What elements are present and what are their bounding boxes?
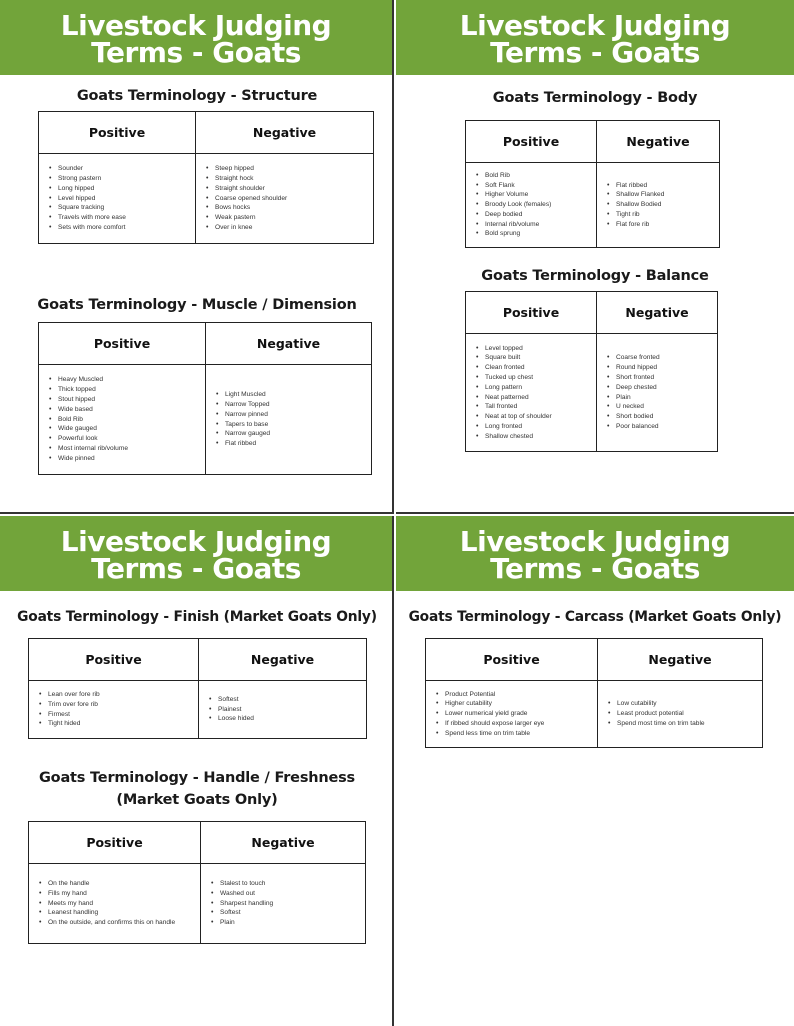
page-structure-muscle	[0, 0, 394, 514]
term-item: • Tight hided	[39, 719, 190, 729]
term-item: • Narrow gauged	[216, 429, 363, 439]
term-item: • Flat ribbed	[216, 439, 363, 449]
term-item: • Light Muscled	[216, 390, 363, 400]
term-item: • Level hipped	[49, 194, 187, 204]
negative-header: Negative	[597, 292, 718, 334]
term-item: • Plain	[211, 918, 357, 928]
section-title-carcass: Goats Terminology - Carcass (Market Goats Only)	[408, 609, 782, 625]
positive-list	[436, 690, 589, 739]
term-item: • Plainest	[209, 705, 358, 715]
section-title-handle	[0, 767, 394, 811]
term-item: • Level topped	[476, 344, 588, 354]
negative-cell	[598, 681, 763, 748]
page-banner	[396, 516, 794, 591]
page-carcass	[396, 516, 794, 1026]
term-item: • Shallow Bodied	[607, 200, 711, 210]
term-item: • Long pattern	[476, 383, 588, 393]
positive-header: Positive	[466, 121, 597, 163]
terms-table-carcass	[425, 638, 763, 748]
term-item: • Bold Rib	[49, 415, 197, 425]
term-item: • Higher cutability	[436, 699, 589, 709]
positive-header: Positive	[29, 639, 199, 681]
term-item: • Tall fronted	[476, 402, 588, 412]
section-title-balance: Goats Terminology - Balance	[481, 268, 709, 284]
negative-list	[607, 353, 709, 431]
positive-list	[49, 164, 187, 233]
positive-header: Positive	[39, 323, 206, 365]
term-item: • Long fronted	[476, 422, 588, 432]
term-item: • Leanest handling	[39, 908, 192, 918]
banner-title-line1: Livestock Judging	[459, 525, 731, 558]
page-finish-handle	[0, 516, 394, 1026]
term-item: • Coarse opened shoulder	[206, 194, 365, 204]
term-item: • Internal rib/volume	[476, 220, 588, 230]
page-banner	[0, 516, 392, 591]
negative-list	[607, 181, 711, 230]
term-item: • Narrow Topped	[216, 400, 363, 410]
term-item: • Short fronted	[607, 373, 709, 383]
banner-title-line1: Livestock Judging	[60, 525, 332, 558]
negative-cell	[201, 864, 366, 944]
banner-title-line2: Terms - Goats	[490, 36, 700, 69]
terms-table-handle	[28, 821, 366, 944]
term-item: • Straight hock	[206, 174, 365, 184]
term-item: • On the outside, and confirms this on handle	[39, 918, 192, 928]
section-title-muscle: Goats Terminology - Muscle / Dimension	[37, 297, 357, 313]
term-item: • Firmest	[39, 710, 190, 720]
term-item: • Loose hided	[209, 714, 358, 724]
negative-header: Negative	[206, 323, 372, 365]
term-item: • Round hipped	[607, 363, 709, 373]
page-body-balance	[396, 0, 794, 514]
positive-cell	[39, 365, 206, 475]
term-item: • Neat at top of shoulder	[476, 412, 588, 422]
term-item: • Straight shoulder	[206, 184, 365, 194]
positive-header: Positive	[466, 292, 597, 334]
term-item: • Square tracking	[49, 203, 187, 213]
term-item: • Tucked up chest	[476, 373, 588, 383]
term-item: • Thick topped	[49, 385, 197, 395]
section-title-finish: Goats Terminology - Finish (Market Goats Only)	[17, 609, 377, 625]
negative-header: Negative	[201, 822, 366, 864]
term-item: • Tight rib	[607, 210, 711, 220]
negative-list	[206, 164, 365, 233]
term-item: • Wide pinned	[49, 454, 197, 464]
term-item: • Flat fore rib	[607, 220, 711, 230]
term-item: • On the handle	[39, 879, 192, 889]
negative-cell	[597, 163, 720, 248]
terms-table-balance	[465, 291, 718, 452]
term-item: • Lean over fore rib	[39, 690, 190, 700]
term-item: • Flat ribbed	[607, 181, 711, 191]
term-item: • Sets with more comfort	[49, 223, 187, 233]
term-item: • Clean fronted	[476, 363, 588, 373]
term-item: • Shallow chested	[476, 432, 588, 442]
term-item: • Stalest to touch	[211, 879, 357, 889]
term-item: • Coarse fronted	[607, 353, 709, 363]
terms-table-finish	[28, 638, 367, 739]
term-item: • Shallow Flanked	[607, 190, 711, 200]
term-item: • Fills my hand	[39, 889, 192, 899]
term-item: • Heavy Muscled	[49, 375, 197, 385]
positive-header: Positive	[39, 112, 196, 154]
banner-title-line2: Terms - Goats	[91, 552, 301, 585]
term-item: • Spend most time on trim table	[608, 719, 754, 729]
negative-header: Negative	[196, 112, 374, 154]
term-item: • Least product potential	[608, 709, 754, 719]
term-item: • U necked	[607, 402, 709, 412]
term-item: • Product Potential	[436, 690, 589, 700]
term-item: • Wide gauged	[49, 424, 197, 434]
banner-title-line2: Terms - Goats	[91, 36, 301, 69]
term-item: • Most internal rib/volume	[49, 444, 197, 454]
term-item: • Softest	[209, 695, 358, 705]
terms-table-structure	[38, 111, 374, 244]
positive-list	[49, 375, 197, 463]
term-item: • Higher Volume	[476, 190, 588, 200]
positive-header: Positive	[426, 639, 598, 681]
term-item: • Washed out	[211, 889, 357, 899]
term-item: • Neat patterned	[476, 393, 588, 403]
page-banner	[0, 0, 392, 75]
positive-cell	[466, 163, 597, 248]
term-item: • Lower numerical yield grade	[436, 709, 589, 719]
term-item: • Plain	[607, 393, 709, 403]
term-item: • Deep bodied	[476, 210, 588, 220]
positive-cell	[426, 681, 598, 748]
positive-list	[476, 344, 588, 442]
negative-cell	[196, 154, 374, 244]
positive-cell	[466, 334, 597, 452]
negative-header: Negative	[597, 121, 720, 163]
banner-title-line1: Livestock Judging	[60, 9, 332, 42]
section-title-structure: Goats Terminology - Structure	[76, 88, 318, 104]
term-item: • Powerful look	[49, 434, 197, 444]
term-item: • Poor balanced	[607, 422, 709, 432]
positive-list	[39, 879, 192, 928]
banner-title-line1: Livestock Judging	[459, 9, 731, 42]
term-item: • Soft Flank	[476, 181, 588, 191]
term-item: • Bold Rib	[476, 171, 588, 181]
term-item: • Tapers to base	[216, 420, 363, 430]
section-title-handle-line2: (Market Goats Only)	[116, 792, 278, 808]
negative-list	[209, 695, 358, 724]
terms-table-body	[465, 120, 720, 248]
term-item: • Low cutability	[608, 699, 754, 709]
negative-header: Negative	[199, 639, 367, 681]
term-item: • Square built	[476, 353, 588, 363]
page-banner	[396, 0, 794, 75]
negative-list	[216, 390, 363, 449]
banner-title-line2: Terms - Goats	[490, 552, 700, 585]
positive-list	[39, 690, 190, 729]
term-item: • Long hipped	[49, 184, 187, 194]
term-item: • Travels with more ease	[49, 213, 187, 223]
positive-cell	[39, 154, 196, 244]
term-item: • Spend less time on trim table	[436, 729, 589, 739]
section-title-body: Goats Terminology - Body	[492, 90, 698, 106]
negative-cell	[597, 334, 718, 452]
term-item: • Deep chested	[607, 383, 709, 393]
term-item: • Sharpest handling	[211, 899, 357, 909]
positive-cell	[29, 681, 199, 739]
term-item: • Softest	[211, 908, 357, 918]
term-item: • Bows hocks	[206, 203, 365, 213]
negative-list	[608, 699, 754, 728]
term-item: • Over in knee	[206, 223, 365, 233]
section-title-handle-line1: Goats Terminology - Handle / Freshness	[38, 770, 355, 786]
term-item: • Broody Look (females)	[476, 200, 588, 210]
term-item: • Short bodied	[607, 412, 709, 422]
term-item: • Weak pastern	[206, 213, 365, 223]
negative-cell	[199, 681, 367, 739]
term-item: • Steep hipped	[206, 164, 365, 174]
term-item: • Narrow pinned	[216, 410, 363, 420]
term-item: • Trim over fore rib	[39, 700, 190, 710]
term-item: • Strong pastern	[49, 174, 187, 184]
term-item: • Bold sprung	[476, 229, 588, 239]
negative-list	[211, 879, 357, 928]
terms-table-muscle	[38, 322, 372, 475]
term-item: • Stout hipped	[49, 395, 197, 405]
term-item: • Wide based	[49, 405, 197, 415]
term-item: • Meets my hand	[39, 899, 192, 909]
term-item: • If ribbed should expose larger eye	[436, 719, 589, 729]
negative-cell	[206, 365, 372, 475]
positive-cell	[29, 864, 201, 944]
positive-list	[476, 171, 588, 240]
negative-header: Negative	[598, 639, 763, 681]
positive-header: Positive	[29, 822, 201, 864]
term-item: • Sounder	[49, 164, 187, 174]
